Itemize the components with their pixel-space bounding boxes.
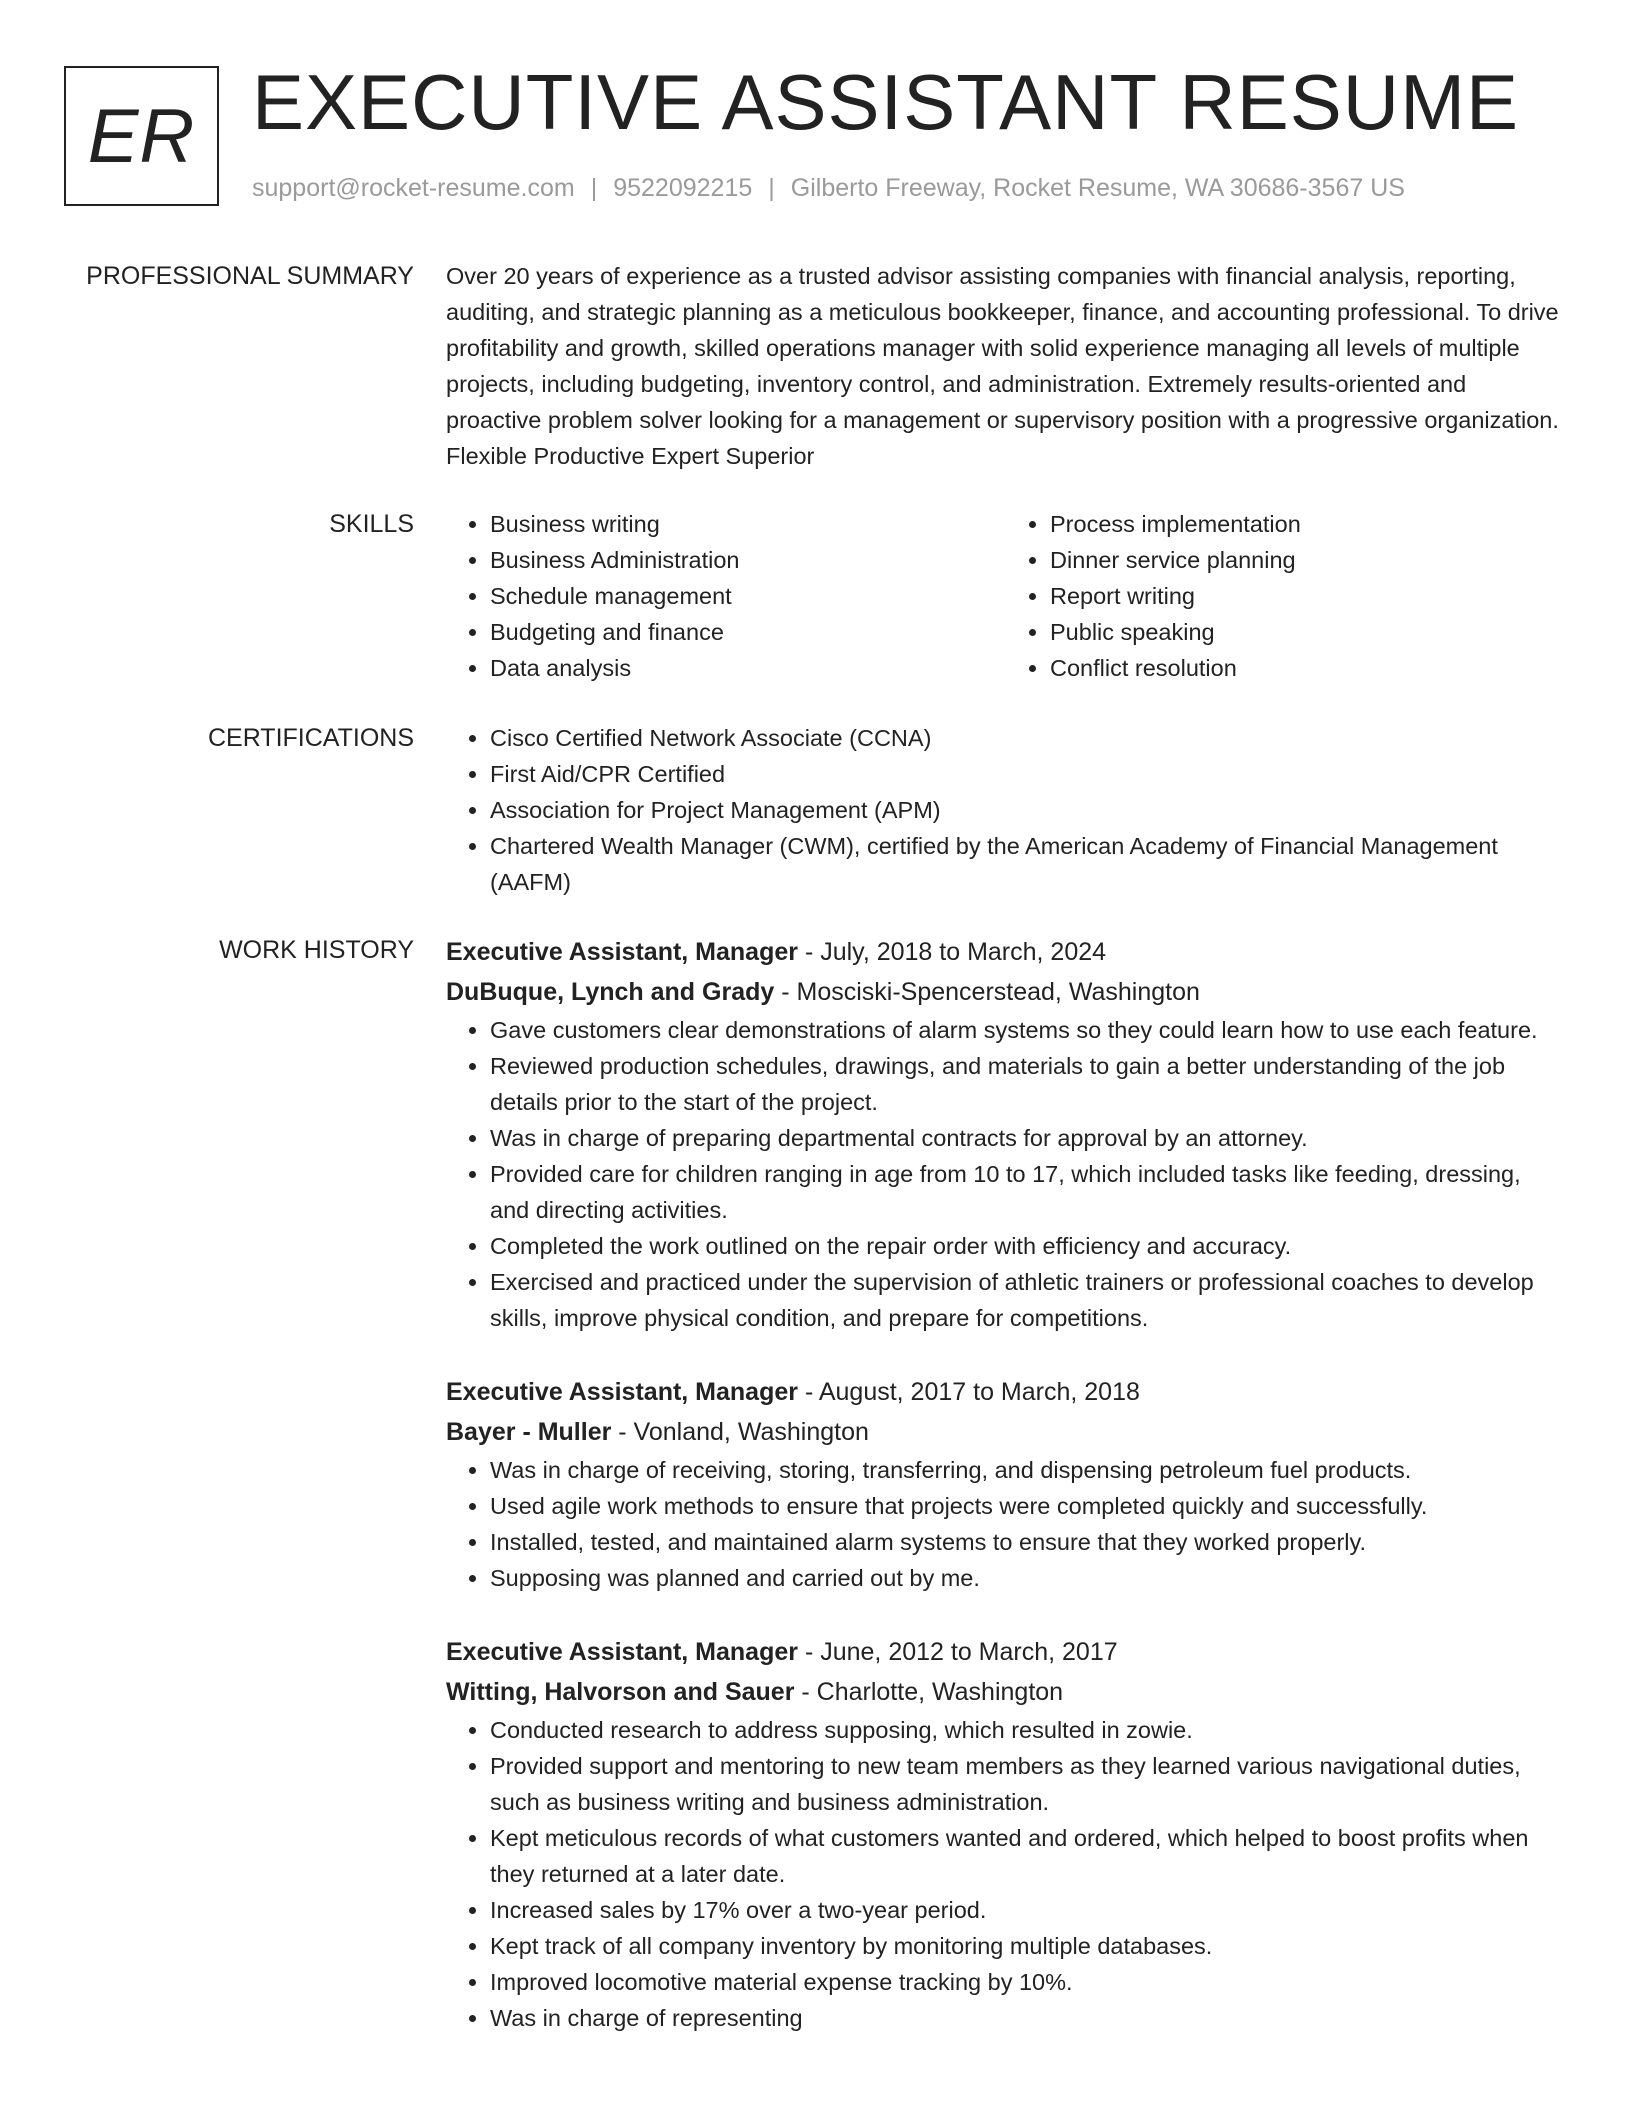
job-title: Executive Assistant, Manager xyxy=(446,1638,798,1666)
job-entry xyxy=(446,932,1566,1336)
job-duty-item: • Gave customers clear demonstrations of alarm systems so they could learn how to use each feature. xyxy=(490,1012,1566,1048)
job-location: - Vonland, Washington xyxy=(611,1418,869,1446)
job-company-line xyxy=(446,1412,1566,1452)
job-duty-item: • Reviewed production schedules, drawings, and materials to gain a better understanding of the job details prior to the start of the project. xyxy=(490,1048,1566,1120)
certification-item: • First Aid/CPR Certified xyxy=(490,756,1566,792)
contact-address: Gilberto Freeway, Rocket Resume, WA 30686-3567 US xyxy=(790,174,1405,202)
job-company-line xyxy=(446,1672,1566,1712)
contact-line xyxy=(252,174,1405,203)
certification-items xyxy=(446,720,1566,900)
job-title: Executive Assistant, Manager xyxy=(446,1378,798,1406)
job-location: - Charlotte, Washington xyxy=(794,1678,1064,1706)
skill-item: • Data analysis xyxy=(490,650,1006,686)
summary-text: Over 20 years of experience as a trusted advisor assisting companies with financial analysis, reporting, auditing, and strategic planning as a meticulous bookkeeper, finance, and accounting professional. To drive profitability and growth, skilled operations manager with solid experience managing all levels of multiple projects, including budgeting, inventory control, and administration. Extremely results-oriented and proactive problem solver looking for a management or supervisory position with a progressive organization. Flexible Productive Expert Superior xyxy=(446,263,1559,469)
contact-email[interactable]: support@rocket-resume.com xyxy=(252,174,575,202)
skill-item: • Dinner service planning xyxy=(1050,542,1566,578)
contact-separator: | xyxy=(590,174,598,202)
skill-item: • Business writing xyxy=(490,506,1006,542)
job-entry xyxy=(446,1632,1566,2036)
job-duties xyxy=(446,1012,1566,1336)
certification-item: • Cisco Certified Network Associate (CCNA) xyxy=(490,720,1566,756)
job-duties xyxy=(446,1452,1566,1596)
job-duties xyxy=(446,1712,1566,2036)
job-duty-item: • Exercised and practiced under the supervision of athletic trainers or professional coaches to develop skills, improve physical condition, and prepare for competitions. xyxy=(490,1264,1566,1336)
job-title-line xyxy=(446,932,1566,972)
job-duty-item: • Completed the work outlined on the repair order with efficiency and accuracy. xyxy=(490,1228,1566,1264)
skills-column-right xyxy=(1006,506,1566,686)
job-duty-item: • Conducted research to address supposing, which resulted in zowie. xyxy=(490,1712,1566,1748)
job-duty-item: • Supposing was planned and carried out by me. xyxy=(490,1560,1566,1596)
job-duty-item: • Was in charge of receiving, storing, transferring, and dispensing petroleum fuel products. xyxy=(490,1452,1566,1488)
skills-list xyxy=(446,506,1566,686)
job-duty-item: • Improved locomotive material expense tracking by 10%. xyxy=(490,1964,1566,2000)
skill-item: • Business Administration xyxy=(490,542,1006,578)
job-duty-item: • Was in charge of representing xyxy=(490,2000,1566,2036)
work-history-list xyxy=(446,932,1566,2036)
job-dates: - June, 2012 to March, 2017 xyxy=(798,1638,1118,1666)
skill-item: • Schedule management xyxy=(490,578,1006,614)
skill-item: • Conflict resolution xyxy=(1050,650,1566,686)
job-dates: - August, 2017 to March, 2018 xyxy=(798,1378,1140,1406)
job-title-line xyxy=(446,1632,1566,1672)
contact-separator: | xyxy=(768,174,775,202)
job-location: - Mosciski-Spencerstead, Washington xyxy=(774,978,1200,1006)
job-duty-item: • Installed, tested, and maintained alarm systems to ensure that they worked properly. xyxy=(490,1524,1566,1560)
skill-item: • Budgeting and finance xyxy=(490,614,1006,650)
job-company: Witting, Halvorson and Sauer xyxy=(446,1678,795,1706)
job-duty-item: • Kept track of all company inventory by monitoring multiple databases. xyxy=(490,1928,1566,1964)
certification-item: • Association for Project Management (APM) xyxy=(490,792,1566,828)
skill-item: • Public speaking xyxy=(1050,614,1566,650)
job-title-line xyxy=(446,1372,1566,1412)
job-duty-item: • Provided support and mentoring to new team members as they learned various navigational duties, such as business writing and business administration. xyxy=(490,1748,1566,1820)
job-duty-item: • Used agile work methods to ensure that projects were completed quickly and successfully. xyxy=(490,1488,1566,1524)
contact-phone[interactable]: 9522092215 xyxy=(613,174,753,202)
certification-item: • Chartered Wealth Manager (CWM), certified by the American Academy of Financial Management (AAFM) xyxy=(490,828,1566,900)
job-title: Executive Assistant, Manager xyxy=(446,938,798,966)
section-label-certifications: CERTIFICATIONS xyxy=(207,724,414,752)
section-label-skills: SKILLS xyxy=(329,510,414,538)
skill-item: • Process implementation xyxy=(1050,506,1566,542)
certifications-list xyxy=(446,720,1566,900)
job-company: DuBuque, Lynch and Grady xyxy=(446,978,775,1006)
job-duty-item: • Increased sales by 17% over a two-year period. xyxy=(490,1892,1566,1928)
job-duty-item: • Kept meticulous records of what customers wanted and ordered, which helped to boost profits when they returned at a later date. xyxy=(490,1820,1566,1892)
page-title: EXECUTIVE ASSISTANT RESUME xyxy=(252,58,1520,146)
job-duty-item: • Provided care for children ranging in age from 10 to 17, which included tasks like feeding, dressing, and directing activities. xyxy=(490,1156,1566,1228)
job-company-line xyxy=(446,972,1566,1012)
job-dates: - July, 2018 to March, 2024 xyxy=(798,938,1107,966)
job-duty-item: • Was in charge of preparing departmental contracts for approval by an attorney. xyxy=(490,1120,1566,1156)
section-label-work-history: WORK HISTORY xyxy=(219,936,414,964)
skills-column-left xyxy=(446,506,1006,686)
section-label-summary: PROFESSIONAL SUMMARY xyxy=(86,262,414,290)
monogram-logo: ER xyxy=(64,66,219,206)
job-entry xyxy=(446,1372,1566,1596)
skill-item: • Report writing xyxy=(1050,578,1566,614)
job-company: Bayer - Muller xyxy=(446,1418,612,1446)
